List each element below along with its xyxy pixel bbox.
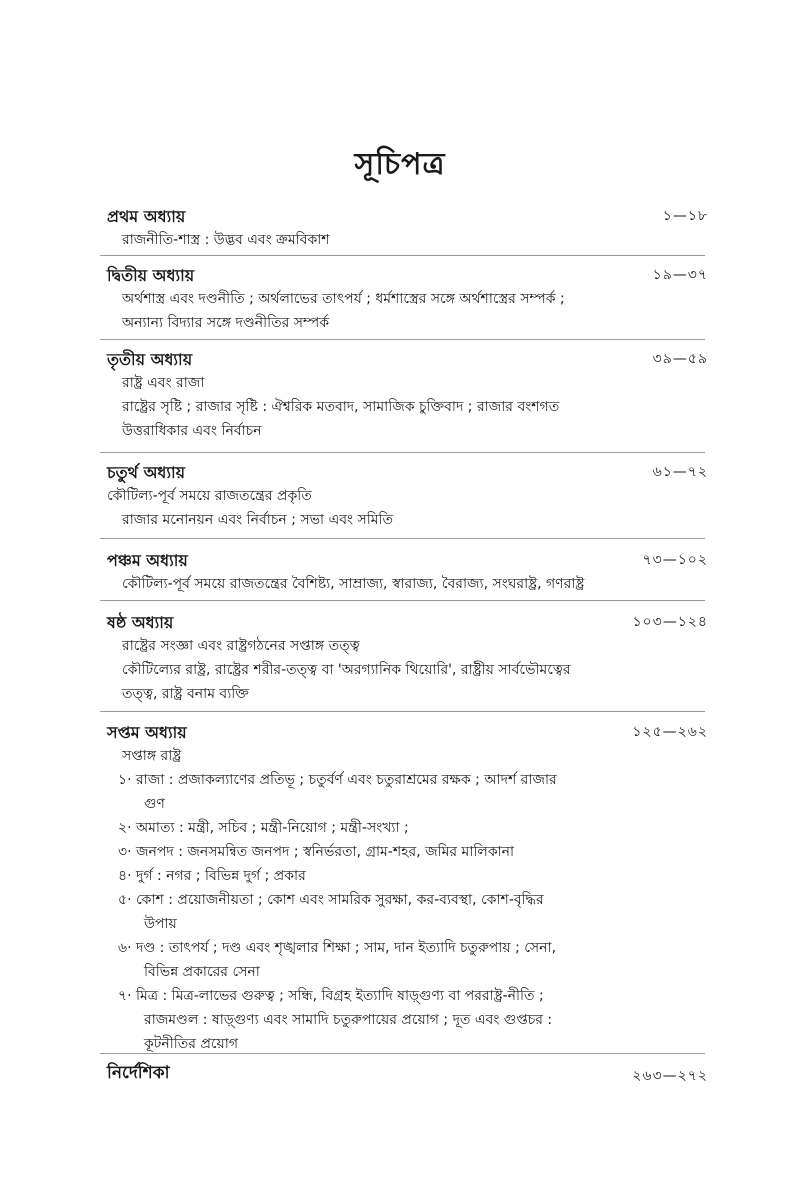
chapter-heading: ষষ্ঠ অধ্যায়: [107, 613, 174, 632]
chapter-topic: তত্ত্ব, রাষ্ট্র বনাম ব্যক্তি: [122, 686, 249, 702]
chapter-topic: উপায়: [144, 916, 177, 932]
chapter-topic: সপ্তাঙ্গ রাষ্ট্র: [122, 748, 182, 764]
chapter-topic: রাষ্ট্রের সৃষ্টি ; রাজার সৃষ্টি : ঐশ্বরিক মতবাদ, সামাজিক চুক্তিবাদ ; রাজার বংশগত: [122, 399, 560, 415]
chapter-heading: পঞ্চম অধ্যায়: [107, 551, 188, 570]
chapter-heading: দ্বিতীয় অধ্যায়: [107, 266, 195, 285]
divider: [100, 255, 705, 256]
chapter-topic: ১· রাজা : প্রজাকল্যাণের প্রতিভূ ; চতুর্বর্ণ এবং চতুরাশ্রমের রক্ষক ; আদর্শ রাজার: [118, 772, 557, 788]
chapter-heading: তৃতীয় অধ্যায়: [107, 350, 193, 369]
chapter-topic: ৫· কোশ : প্রয়োজনীয়তা ; কোশ এবং সামরিক সুরক্ষা, কর-ব্যবস্থা, কোশ-বৃদ্ধির: [118, 892, 544, 908]
chapter-topic: রাজমণ্ডল : ষাড়্গুণ্য এবং সামাদি চতুরুপায়ের প্রয়োগ ; দূত এবং গুপ্তচর :: [144, 1012, 553, 1028]
page-title: সূচিপত্র: [354, 147, 446, 182]
chapter-topic: উত্তরাধিকার এবং নির্বাচন: [122, 423, 262, 439]
chapter-topic: কৌটিল্য-পূর্ব সময়ে রাজতন্ত্রের বৈশিষ্ট্য, সাম্রাজ্য, স্বারাজ্য, বৈরাজ্য, সংঘরাষ্ট্র, গণরাষ্ট্র: [122, 576, 585, 592]
divider: [100, 452, 705, 453]
divider: [100, 1053, 705, 1054]
chapter-topic: বিভিন্ন প্রকারের সেনা: [144, 964, 260, 980]
chapter-topic: ৭· মিত্র : মিত্র-লাভের গুরুত্ব ; সন্ধি, বিগ্রহ ইত্যাদি ষাড়্গুণ্য বা পররাষ্ট্র-নীতি ;: [118, 988, 544, 1004]
chapter-pages: ১৯—৩৭: [652, 267, 708, 283]
chapter-topic: রাজনীতি-শাস্ত্র : উদ্ভব এবং ক্রমবিকাশ: [122, 232, 330, 248]
divider: [100, 339, 705, 340]
chapter-topic: ৩· জনপদ : জনসমন্বিত জনপদ ; স্বনির্ভরতা, গ্রাম-শহর, জমির মালিকানা: [118, 844, 515, 860]
chapter-topic: কূটনীতির প্রয়োগ: [144, 1036, 239, 1052]
index-heading: নির্দেশিকা: [107, 1063, 170, 1083]
chapter-pages: ৩৯—৫৯: [652, 351, 708, 367]
chapter-pages: ১০৩—১২৪: [632, 614, 708, 630]
chapter-topic: রাষ্ট্রের সংজ্ঞা এবং রাষ্ট্রগঠনের সপ্তাঙ্গ তত্ত্ব: [122, 638, 360, 654]
divider: [100, 711, 705, 712]
chapter-topic: অর্থশাস্ত্র এবং দণ্ডনীতি ; অর্থলাভের তাৎপর্য ; ধর্মশাস্ত্রের সঙ্গে অর্থশাস্ত্রের সম্পর্ক ;: [122, 291, 565, 307]
chapter-pages: ৬১—৭২: [652, 464, 708, 480]
chapter-topic: কৌটিল্য-পূর্ব সময়ে রাজতন্ত্রের প্রকৃতি: [107, 488, 312, 504]
chapter-pages: ১—১৮: [662, 208, 708, 224]
chapter-heading: চতুর্থ অধ্যায়: [107, 463, 186, 482]
chapter-pages: ৭৩—১০২: [642, 552, 708, 568]
chapter-topic: গুণ: [144, 796, 165, 812]
chapter-heading: সপ্তম অধ্যায়: [107, 723, 187, 742]
divider: [100, 538, 705, 539]
chapter-pages: ১২৫—২৬২: [632, 724, 708, 740]
chapter-topic: ২· অমাত্য : মন্ত্রী, সচিব ; মন্ত্রী-নিয়োগ ; মন্ত্রী-সংখ্যা ;: [118, 820, 409, 836]
chapter-topic: রাষ্ট্র এবং রাজা: [122, 375, 205, 391]
chapter-heading: প্রথম অধ্যায়: [107, 207, 186, 226]
chapter-topic: অন্যান্য বিদ্যার সঙ্গে দণ্ডনীতির সম্পর্ক: [122, 315, 330, 331]
index-pages: ২৬৩—২৭২: [632, 1068, 708, 1084]
chapter-topic: কৌটিল্যের রাষ্ট্র, রাষ্ট্রের শরীর-তত্ত্ব বা 'অরগ্যানিক থিয়োরি', রাষ্ট্রীয় সার্বভৌমত্বের: [122, 662, 571, 678]
chapter-topic: রাজার মনোনয়ন এবং নির্বাচন ; সভা এবং সমিতি: [122, 512, 394, 528]
divider: [100, 600, 705, 601]
chapter-topic: ৪· দুর্গ : নগর ; বিভিন্ন দুর্গ ; প্রকার: [118, 868, 306, 884]
chapter-topic: ৬· দণ্ড : তাৎপর্য ; দণ্ড এবং শৃঙ্খলার শিক্ষা ; সাম, দান ইত্যাদি চতুরুপায় ; সেনা,: [118, 940, 557, 956]
